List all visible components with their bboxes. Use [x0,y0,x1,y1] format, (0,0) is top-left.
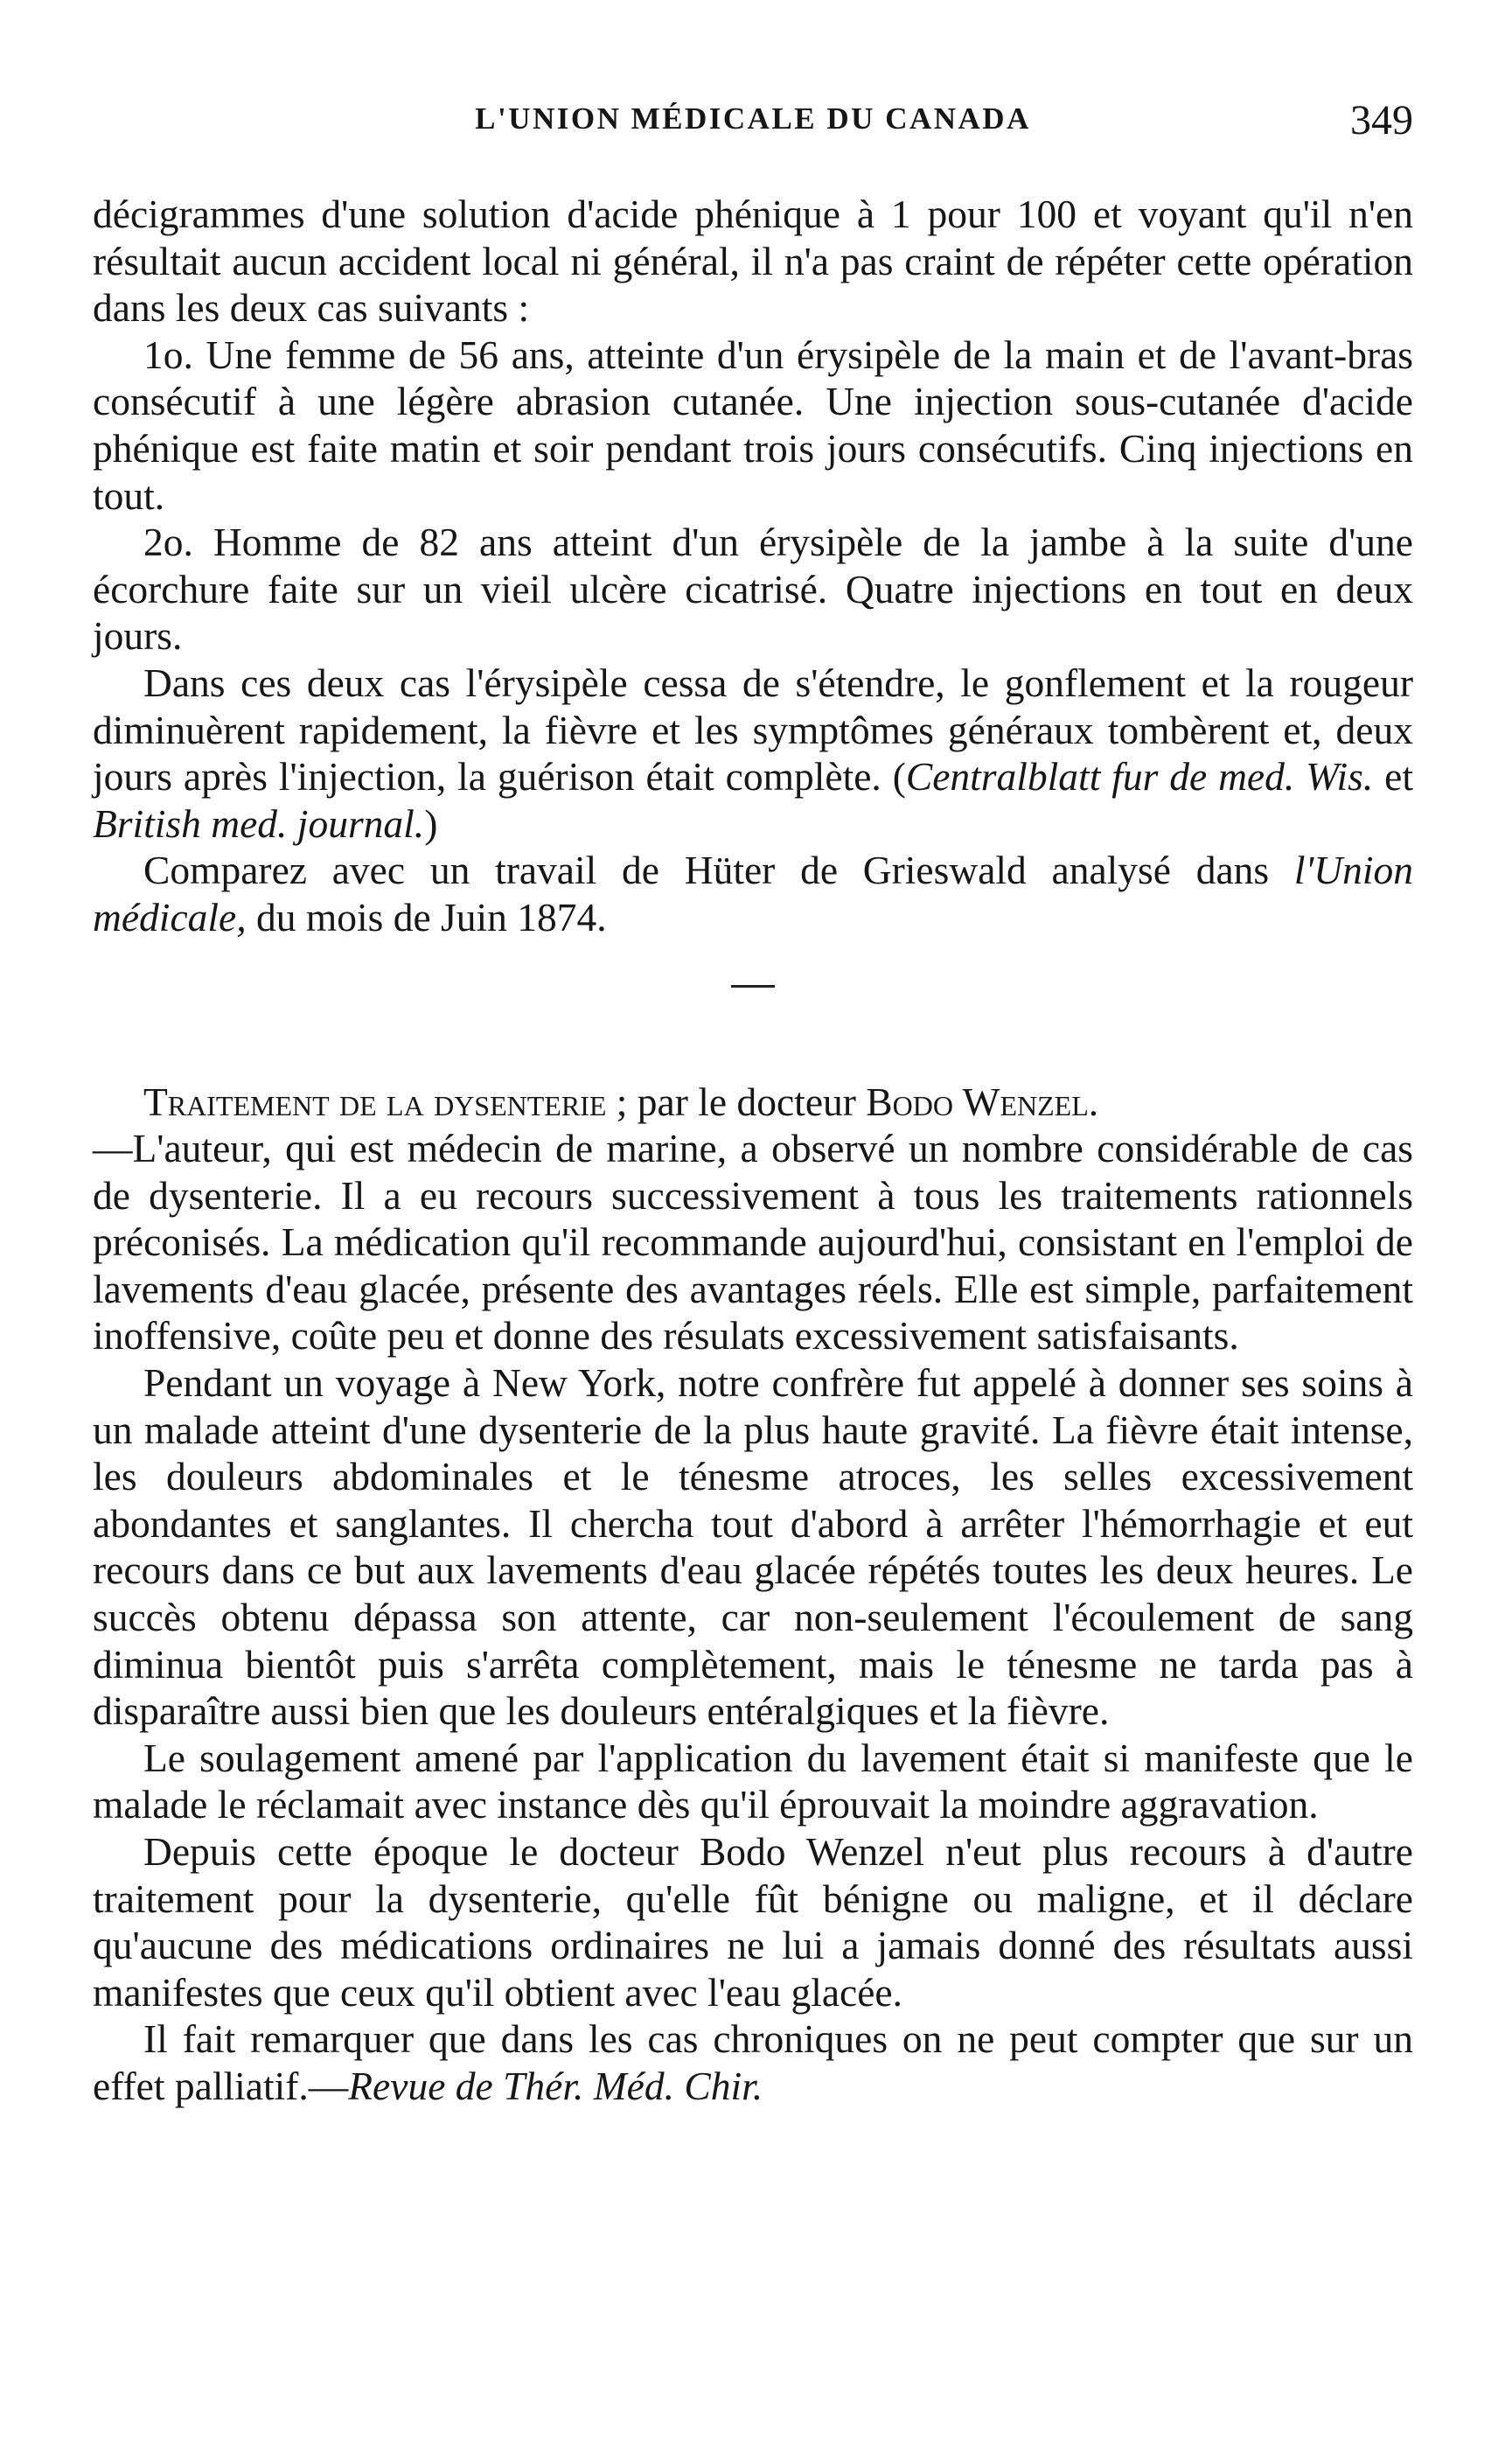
paragraph-since: Depuis cette époque le docteur Bodo Wenzel n'eut plus recours à d'autre traitement pour la dysenterie, qu'elle fût bénigne ou maligne, et il déclare qu'aucune des médications ordinaires ne lui a jamais donné des résultats aussi manifestes que ceux qu'il obtient avec l'eau glacée. [93,1829,1413,2015]
ref-et: et [1373,754,1414,800]
paragraph-chronic [93,2015,1413,2109]
reference-centralblatt: Centralblatt fur de med. Wis. [905,754,1374,800]
paragraph-new-york: Pendant un voyage à New York, notre confrère fut appelé à donner ses soins à un malade atteint d'une dysenterie de la plus haute gravité. La fièvre était intense, les douleurs abdominales et le ténesme atroces, les selles excessivement abondantes et sanglantes. Il chercha tout d'abord à arrêter l'hémorrhagie et eut recours dans ce but aux lavements d'eau glacée répétés toutes les deux heures. Le succès obtenu dépassa son attente, car non-seulement l'écoulement de sang diminua bientôt puis s'arrêta complètement, mais le ténesme ne tarda pas à disparaître aussi bien que les douleurs entéralgiques et la fièvre. [93,1360,1413,1734]
paragraph-dysentery-intro [93,1079,1413,1360]
case-two: 2o. Homme de 82 ans atteint d'un érysipèle de la jambe à la suite d'une écorchure faite sur un vieil ulcère cicatrisé. Quatre injections en tout en deux jours. [93,520,1413,659]
compare-end: du mois de Juin 1874. [255,894,607,940]
section-separator [731,985,775,988]
ref-open: ( [892,754,906,800]
case-one: 1o. Une femme de 56 ans, atteinte d'un érysipèle de la main et de l'avant-bras consécutif à une légère abrasion cutanée. Une injection sous-cutanée d'acide phénique est faite matin et soir pendant trois jours consécutifs. Cinq injections en tout. [93,332,1413,518]
running-header [93,96,1413,149]
journal-page [93,96,1413,2110]
article-title: Traitement de la dysenterie [143,1079,607,1124]
reference-union-medicale: l'Union médicale, [93,848,1414,940]
article-author: Bodo Wenzel. [866,1079,1099,1124]
intro-text: —L'auteur, qui est médecin de marine, a observé un nombre considérable de cas de dysenterie. Il a eu recours successivement à tous les traitements rationnels préconisés. La médication qu'il recommande aujourd'hui, consistant en l'emploi de lavements d'eau glacée, présente des avantages réels. Elle est simple, parfaitement inoffensive, coûte peu et donne des résulats excessivement satisfaisants. [93,1126,1413,1359]
ref-close: ) [424,800,438,846]
paragraph-outcome [93,660,1413,847]
paragraph-continuation: décigrammes d'une solution d'acide phénique à 1 pour 100 et voyant qu'il n'en résultait aucun accident local ni général, il n'a pas craint de répéter cette opération dans les deux cas suivants : [93,192,1413,331]
article-body [93,191,1413,2110]
article-byline: ; par le docteur [606,1079,867,1124]
compare-text: Comparez avec un travail de Hüter de Grieswald analysé dans [143,848,1270,893]
page-number: 349 [1350,97,1413,143]
chronic-text: Il fait remarquer que dans les cas chroniques on ne peut compter que sur un effet palliatif.— [93,2016,1413,2108]
outcome-text: Dans ces deux cas l'érysipèle cessa de s'étendre, le gonflement et la rougeur diminuèrent rapidement, la fièvre et les symptômes généraux tombèrent et, deux jours après l'injection, la guérison était complète. [93,660,1413,800]
reference-british-journal: British med. journal. [93,800,425,846]
paragraph-compare [93,847,1413,940]
running-title: L'UNION MÉDICALE DU CANADA [475,101,1031,136]
reference-revue: Revue de Thér. Méd. Chir. [348,2063,763,2108]
paragraph-relief: Le soulagement amené par l'application du lavement était si manifeste que le malade le réclamait avec instance dès qu'il éprouvait la moindre aggravation. [93,1735,1413,1827]
